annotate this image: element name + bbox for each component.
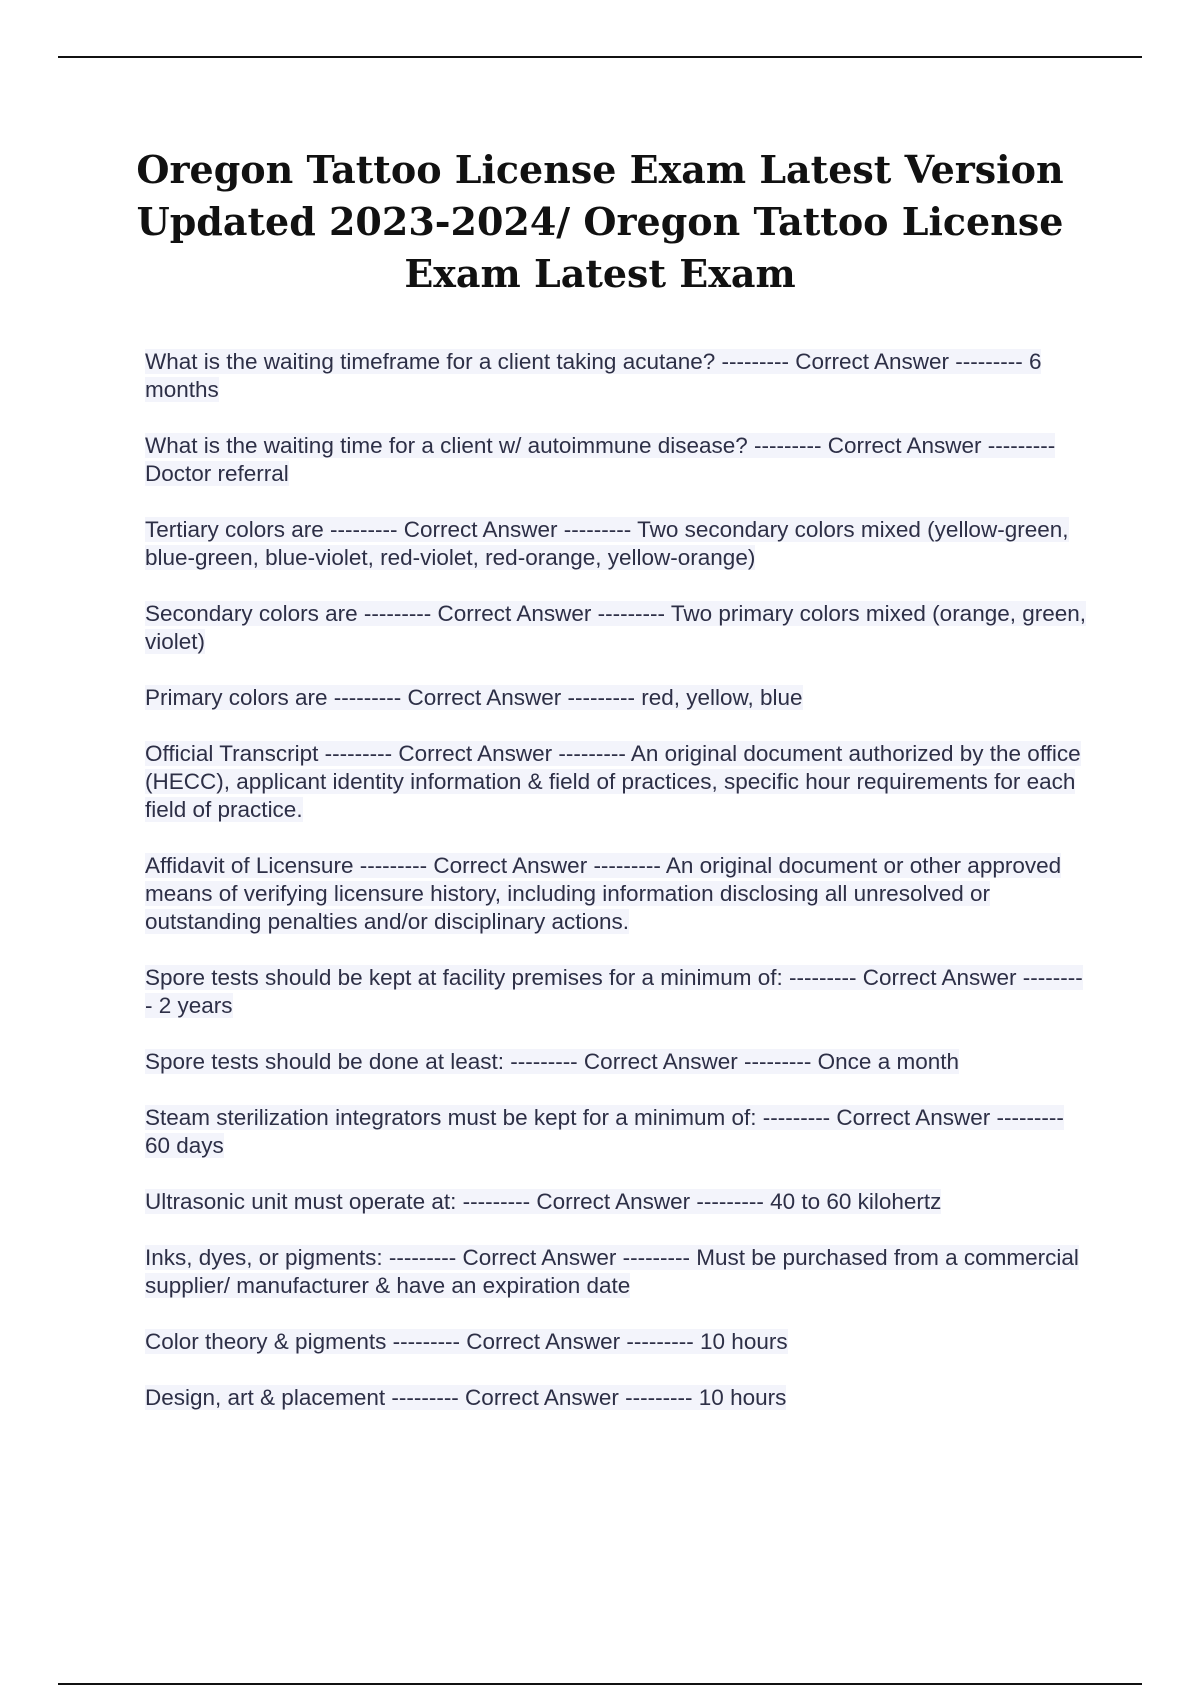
top-rule [58,56,1142,58]
document-title: Oregon Tattoo License Exam Latest Version Updated 2023-2024/ Oregon Tattoo License Exam Latest Exam [136,147,1064,296]
qa-text: Steam sterilization integrators must be kept for a minimum of: --------- Correct Answer --------- 60 days [145,1105,1064,1158]
qa-text: What is the waiting timeframe for a client taking acutane? --------- Correct Answer --------- 6 months [145,349,1042,402]
qa-text: Primary colors are --------- Correct Answer --------- red, yellow, blue [145,685,803,710]
qa-text: Spore tests should be kept at facility premises for a minimum of: --------- Correct Answer --------- 2 years [145,965,1083,1018]
qa-text: Official Transcript --------- Correct Answer --------- An original document authorized by the office (HECC), applicant identity information & field of practices, specific hour requirements for each field of practice. [145,741,1081,822]
qa-item [145,1048,1090,1076]
qa-text: Secondary colors are --------- Correct Answer --------- Two primary colors mixed (orange, green, violet) [145,601,1087,654]
qa-text: Design, art & placement --------- Correct Answer --------- 10 hours [145,1385,787,1410]
qa-text: Ultrasonic unit must operate at: --------- Correct Answer --------- 40 to 60 kilohertz [145,1189,942,1214]
qa-item [145,1328,1090,1356]
qa-item [145,600,1090,656]
qa-text: Affidavit of Licensure --------- Correct Answer --------- An original document or other approved means of verifying licensure history, including information disclosing all unresolved or outstanding penalties and/or disciplinary actions. [145,853,1062,934]
qa-text: Tertiary colors are --------- Correct Answer --------- Two secondary colors mixed (yellow-green, blue-green, blue-violet, red-violet, red-orange, yellow-orange) [145,517,1069,570]
qa-item [145,432,1090,488]
qa-text: Spore tests should be done at least: --------- Correct Answer --------- Once a month [145,1049,959,1074]
qa-item [145,348,1090,404]
qa-item [145,1384,1090,1412]
qa-list [145,348,1090,1440]
qa-item [145,1188,1090,1216]
qa-text: Color theory & pigments --------- Correct Answer --------- 10 hours [145,1329,788,1354]
qa-item [145,852,1090,936]
qa-text: Inks, dyes, or pigments: --------- Correct Answer --------- Must be purchased from a commercial supplier/ manufacturer & have an expiration date [145,1245,1079,1298]
qa-text: What is the waiting time for a client w/ autoimmune disease? --------- Correct Answer --------- Doctor referral [145,433,1056,486]
qa-item [145,516,1090,572]
qa-item [145,964,1090,1020]
bottom-rule [58,1683,1142,1685]
qa-item [145,740,1090,824]
qa-item [145,1244,1090,1300]
qa-item [145,684,1090,712]
qa-item [145,1104,1090,1160]
